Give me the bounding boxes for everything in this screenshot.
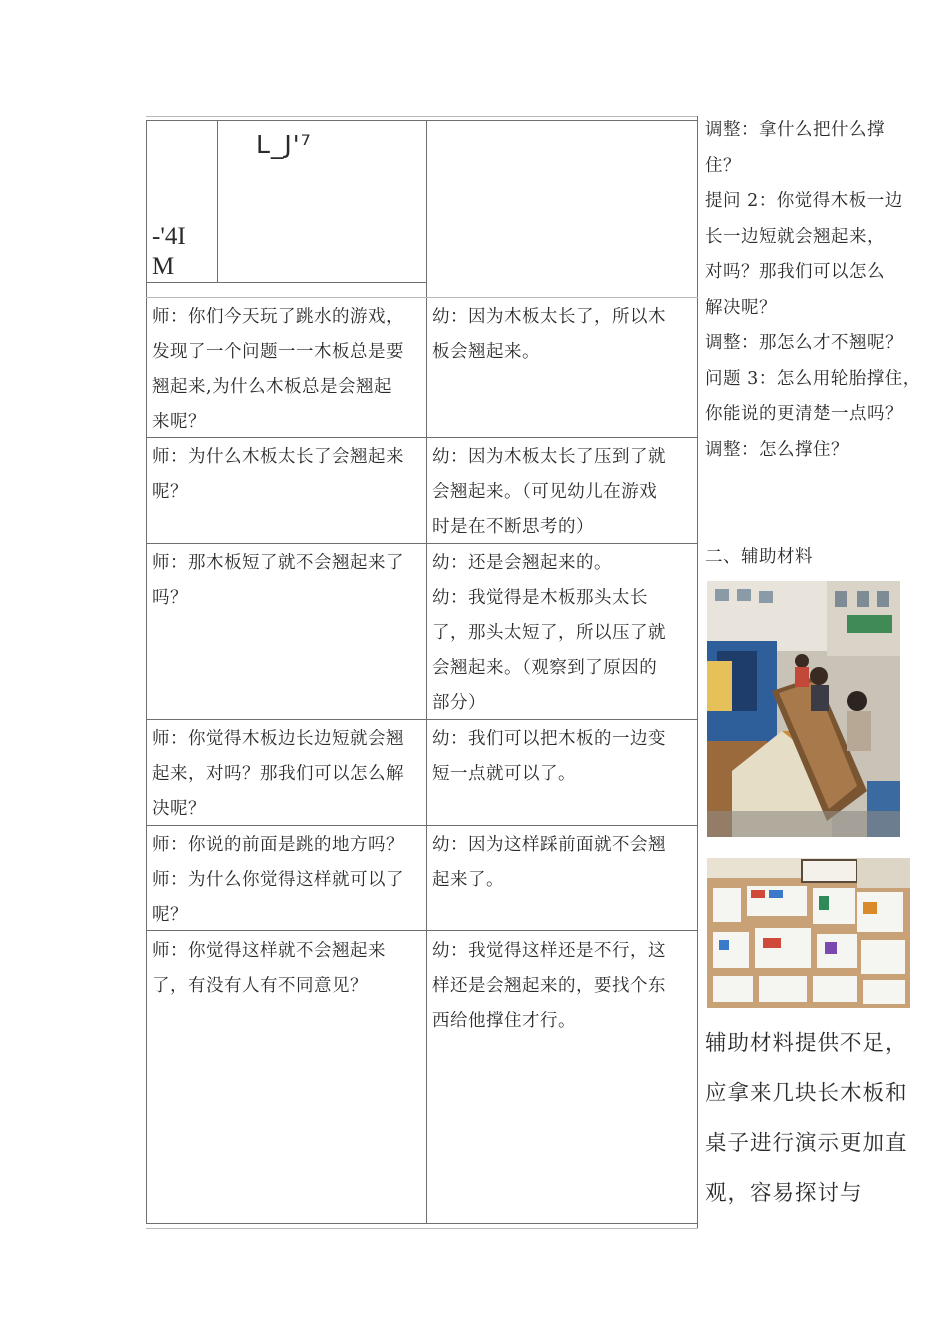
table-right-line bbox=[697, 116, 698, 1228]
table-top-outer-line bbox=[146, 116, 698, 117]
header-row-bottom bbox=[146, 297, 698, 298]
teacher-cell-1: 师：你们今天玩了跳水的游戏， 发现了一个问题一一木板总是要 翘起来,为什么木板总是会翘起 来呢？ bbox=[152, 307, 404, 432]
sidebar-notes: 调整：拿什么把什么撑 住？ 提问 2：你觉得木板一边 长一边短就会翘起来， 对吗？那我们可以怎么 解决呢？ 调整：那怎么才不翘呢？ 问题 3：怎么用轮胎撑住， 你能说的更清楚一点吗？ 调整：怎么撑住？ bbox=[705, 120, 921, 460]
materials-comment: 辅助材料提供不足， 应拿来几块长木板和 桌子进行演示更加直 观，容易探讨与 bbox=[705, 1031, 908, 1206]
header-inner-bottom bbox=[146, 282, 426, 283]
table-bottom-outer-line bbox=[146, 1228, 698, 1229]
teacher-cell-6: 师：你觉得这样就不会翘起来 了，有没有人有不同意见？ bbox=[152, 941, 386, 996]
header-glyph-top: L_J'⁷ bbox=[256, 130, 312, 159]
playground-photo bbox=[707, 581, 900, 837]
display-board-photo bbox=[707, 858, 910, 1008]
child-cell-2: 幼：因为木板太长了压到了就 会翘起来。（可见幼儿在游戏 时是在不断思考的） bbox=[432, 447, 666, 537]
child-cell-1: 幼：因为木板太长了，所以木 板会翘起来。 bbox=[432, 307, 666, 362]
table-left-line bbox=[146, 120, 147, 1224]
playground-photo-drawing bbox=[707, 581, 900, 837]
table-middle-line bbox=[426, 120, 427, 1224]
teacher-cell-5: 师：你说的前面是跳的地方吗？ 师：为什么你觉得这样就可以了 呢？ bbox=[152, 835, 404, 925]
header-glyph-left: -'4I M bbox=[152, 223, 186, 280]
section-title: 二、辅助材料 bbox=[705, 547, 813, 567]
teacher-cell-3: 师：那木板短了就不会翘起来了 吗？ bbox=[152, 553, 404, 608]
table-top-line bbox=[146, 120, 698, 121]
table-bottom-line bbox=[146, 1223, 698, 1224]
child-cell-5: 幼：因为这样踩前面就不会翘 起来了。 bbox=[432, 835, 666, 890]
child-cell-3: 幼：还是会翘起来的。 幼：我觉得是木板那头太长 了，那头太短了，所以压了就 会翘起来。（观察到了原因的 部分） bbox=[432, 553, 666, 713]
display-board-drawing bbox=[707, 858, 910, 1008]
teacher-cell-4: 师：你觉得木板边长边短就会翘 起来，对吗？那我们可以怎么解 决呢？ bbox=[152, 729, 404, 819]
child-cell-6: 幼：我觉得这样还是不行，这 样还是会翘起来的，要找个东 西给他撑住才行。 bbox=[432, 941, 666, 1031]
child-cell-4: 幼：我们可以把木板的一边变 短一点就可以了。 bbox=[432, 729, 666, 784]
header-inner-divider bbox=[217, 120, 218, 282]
teacher-cell-2: 师：为什么木板太长了会翘起来 呢？ bbox=[152, 447, 404, 502]
